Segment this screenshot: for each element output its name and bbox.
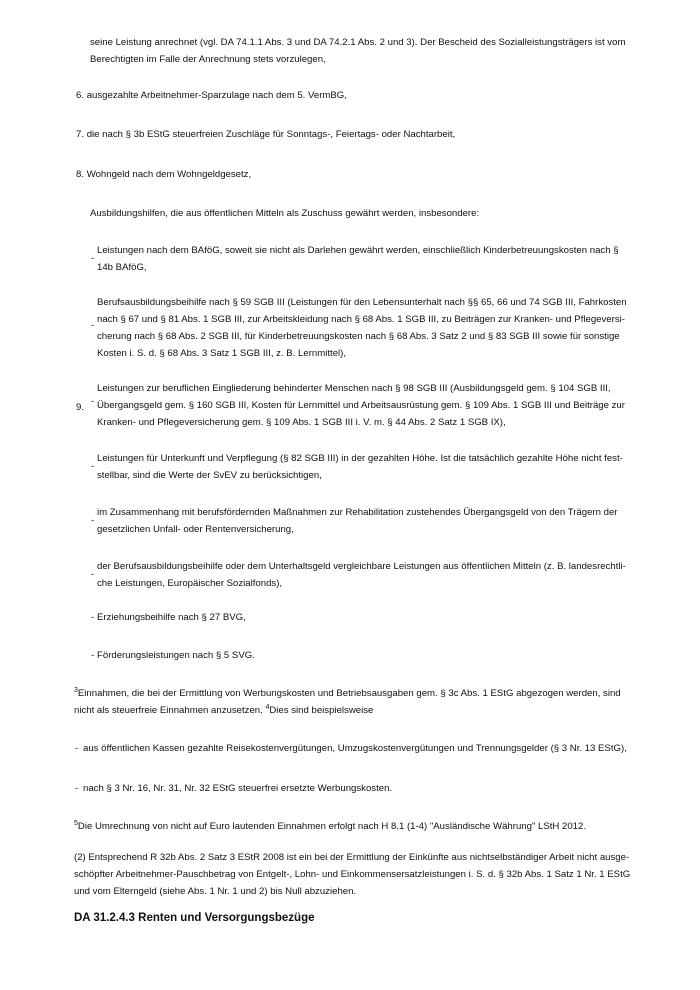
text-run: Dies sind beispielsweise (269, 705, 374, 716)
dash-marker: - (91, 461, 95, 472)
text-line: cherung nach § 68 Abs. 2 SGB III, für Kinderbetreuungskosten nach § 68 Abs. 3 Satz 2 und § 83 SGB III sowie für sonstige (97, 331, 620, 342)
section-heading: DA 31.2.4.3 Renten und Versorgungsbezüge (74, 912, 315, 924)
item-text: die nach § 3b EStG steuerfreien Zuschläge für Sonntags-, Feiertags- oder Nachtarbeit, (86, 129, 456, 140)
text-line: der Berufsausbildungsbeihilfe oder dem Unterhaltsgeld vergleichbare Leistungen aus öffentlichen Mitteln (z. B. landesrechtli- (97, 561, 626, 572)
text-line: Leistungen zur beruflichen Eingliederung behinderter Menschen nach § 98 SGB III (Ausbildungsgeld gem. § 104 SGB III, (97, 383, 611, 394)
text-line: Kosten i. S. d. § 68 Abs. 3 Satz 1 SGB III, z. B. Lernmittel), (97, 348, 347, 359)
sentence-number: 4 (265, 704, 270, 711)
example-reisekosten: aus öffentlichen Kassen gezahlte Reisekostenvergütungen, Umzugskostenvergütungen und Trennungsgelder (§ 3 Nr. 13 EStG), (83, 743, 627, 754)
intro-paragraph (90, 34, 625, 68)
text-run: Einnahmen, die bei der Ermittlung von Werbungskosten und Betriebsausgaben gem. § 3c Abs. 1 EStG abgezogen werden, sind (77, 688, 621, 699)
text-line: Berechtigten im Falle der Anrechnung stets vorzulegen, (90, 54, 326, 65)
text-line: che Leistungen, Europäischer Sozialfonds), (97, 578, 283, 589)
text-line: Erziehungsbeihilfe nach § 27 BVG, (97, 612, 246, 623)
dash-marker: - (91, 253, 95, 264)
item-number: 8. (76, 169, 85, 180)
text-line: Berufsausbildungsbeihilfe nach § 59 SGB III (Leistungen für den Lebensunterhalt nach §§ 65, 66 und 74 SGB III, Fahrkosten (97, 297, 627, 308)
text-line: Leistungen nach dem BAföG, soweit sie nicht als Darlehen gewährt werden, einschließlich Kinderbetreuungskosten nach § (97, 245, 619, 256)
list-item-8 (76, 166, 251, 183)
sub-item-uebergangsgeld (97, 504, 618, 538)
text-run: nicht als steuerfreie Einnahmen anzusetzen. (74, 705, 266, 716)
sub-item-vergleichbare-leistungen (97, 558, 626, 592)
sub-item-foerderungsleistungen (97, 647, 255, 664)
list-item-9-number: 9. (76, 402, 85, 413)
paragraph-2 (74, 849, 630, 900)
text-line: Leistungen für Unterkunft und Verpflegung (§ 82 SGB III) in der gezahlten Höhe. Ist die tatsächlich gezahlte Höhe nicht fest- (97, 453, 623, 464)
text-line: Förderungsleistungen nach § 5 SVG. (97, 650, 255, 661)
sub-item-eingliederung (97, 380, 625, 431)
dash-marker: - (91, 320, 95, 331)
text-line (74, 685, 621, 702)
sentence-number: 5 (74, 820, 78, 827)
sub-item-bafoeg (97, 242, 619, 276)
sentence-number: 3 (74, 687, 78, 694)
text-line: Kranken- und Pflegeversicherung gem. § 109 Abs. 1 SGB III i. V. m. § 44 Abs. 2 Satz 1 SGB IX), (97, 417, 506, 428)
text-line: (2) Entsprechend R 32b Abs. 2 Satz 3 EStR 2008 ist ein bei der Ermittlung der Einkünfte aus nichtselbständiger Arbeit nicht ausge- (74, 852, 630, 863)
paragraph-werbungskosten (74, 685, 621, 719)
ausbildung-intro: Ausbildungshilfen, die aus öffentlichen Mitteln als Zuschuss gewährt werden, insbesondere: (90, 208, 480, 219)
text-line: Übergangsgeld gem. § 160 SGB III, Kosten für Lernmittel und Arbeitsausrüstung gem. § 109 Abs. 1 SGB III und Beiträge zur (97, 400, 625, 411)
text-line: 14b BAföG, (97, 262, 147, 273)
list-item-6 (76, 87, 347, 104)
item-number: 7. (76, 129, 85, 140)
item-text: ausgezahlte Arbeitnehmer-Sparzulage nach dem 5. VermBG, (86, 90, 347, 101)
example-werbungskosten: nach § 3 Nr. 16, Nr. 31, Nr. 32 EStG steuerfrei ersetzte Werbungskosten. (83, 783, 393, 794)
sub-item-berufsausbildungsbeihilfe (97, 294, 627, 362)
sub-item-unterkunft (97, 450, 623, 484)
text-run: Die Umrechnung von nicht auf Euro lautenden Einnahmen erfolgt nach H 8.1 (1-4) "Ausländische Währung" LStH 2012. (77, 821, 587, 832)
item-number: 6. (76, 90, 85, 101)
dash-marker: - (75, 743, 79, 754)
text-line: nach § 67 und § 81 Abs. 1 SGB III, zur Arbeitskleidung nach § 68 Abs. 1 SGB III, zu Beiträgen zur Kranken- und Pflegeversi- (97, 314, 625, 325)
text-line (74, 702, 621, 719)
text-line: schöpfter Arbeitnehmer-Pauschbetrag von Entgelt-, Lohn- und Einkommensersatzleistungen i. S. d. § 32b Abs. 1 Satz 1 Nr. 1 EStG (74, 869, 631, 880)
paragraph-waehrung (74, 818, 586, 835)
text-line: und vom Elterngeld (siehe Abs. 1 Nr. 1 und 2) bis Null abzuziehen. (74, 886, 357, 897)
dash-marker: - (91, 396, 95, 407)
dash-marker: - (91, 612, 95, 623)
dash-marker: - (91, 515, 95, 526)
dash-marker: - (75, 783, 79, 794)
text-line: stellbar, sind die Werte der SvEV zu berücksichtigen, (97, 470, 322, 481)
dash-marker: - (91, 650, 95, 661)
text-line: im Zusammenhang mit berufsfördernden Maßnahmen zur Rehabilitation zustehendes Übergangsgeld von den Trägern der (97, 507, 618, 518)
text-line: seine Leistung anrechnet (vgl. DA 74.1.1 Abs. 3 und DA 74.2.1 Abs. 2 und 3). Der Bescheid des Sozialleistungsträgers ist vom (90, 37, 626, 48)
list-item-7 (76, 126, 455, 143)
sub-item-erziehungsbeihilfe (97, 609, 246, 626)
item-text: Wohngeld nach dem Wohngeldgesetz, (86, 169, 252, 180)
text-line: gesetzlichen Unfall- oder Rentenversicherung, (97, 524, 294, 535)
dash-marker: - (91, 569, 95, 580)
